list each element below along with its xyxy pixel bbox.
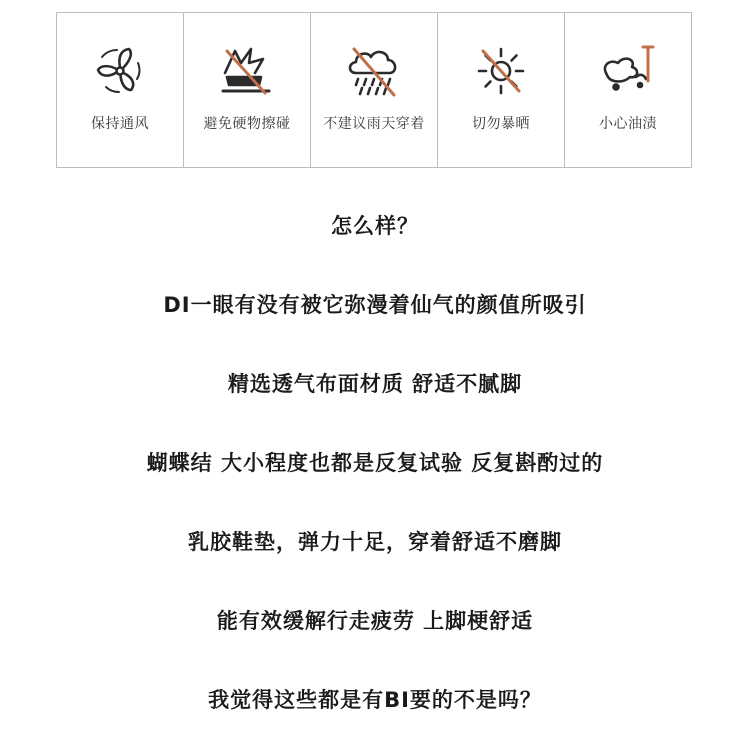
care-instructions-strip xyxy=(56,12,692,168)
oil-stain-icon xyxy=(596,43,660,99)
no-collision-icon xyxy=(215,43,279,99)
text-line-2: DI一眼有没有被它弥漫着仙气的颜值所吸引 xyxy=(163,293,587,317)
text-line-1: 怎么样？ xyxy=(331,214,419,238)
care-item-no-rain xyxy=(311,13,438,167)
care-item-oil-stain xyxy=(565,13,691,167)
care-label-oil-stain: 小心油渍 xyxy=(599,116,657,132)
text-line-7: 我觉得这些都是有BI要的不是吗？ xyxy=(208,688,542,712)
care-item-ventilation xyxy=(57,13,184,167)
care-label-no-rain: 不建议雨天穿着 xyxy=(323,116,425,132)
care-item-no-collision xyxy=(184,13,311,167)
text-line-6: 能有效缓解行走疲劳 上脚梗舒适 xyxy=(216,609,534,633)
text-line-4: 蝴蝶结 大小程度也都是反复试验 反复斟酌过的 xyxy=(146,451,604,475)
text-line-5: 乳胶鞋垫，弹力十足，穿着舒适不磨脚 xyxy=(188,530,562,554)
care-label-ventilation: 保持通风 xyxy=(91,116,149,132)
no-rain-icon xyxy=(342,43,406,99)
care-label-no-sun: 切勿暴晒 xyxy=(472,116,530,132)
care-label-no-collision: 避免硬物擦碰 xyxy=(203,116,291,132)
fan-icon xyxy=(88,43,152,99)
care-item-no-sun xyxy=(438,13,565,167)
no-sun-icon xyxy=(469,43,533,99)
text-line-3: 精选透气布面材质 舒适不腻脚 xyxy=(227,372,523,396)
